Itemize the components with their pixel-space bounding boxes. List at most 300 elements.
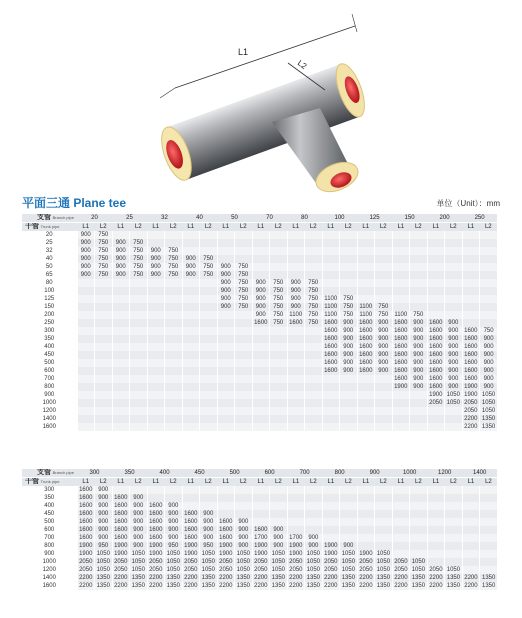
trunk-label: 干管 <box>25 223 39 230</box>
table-cell <box>182 247 200 255</box>
table-cell: 1900 <box>357 550 375 558</box>
table-cell <box>270 375 288 383</box>
table-cell <box>375 239 393 247</box>
table-cell <box>147 407 165 415</box>
table-cell: 900 <box>77 255 95 263</box>
table-cell: 2200 <box>112 574 130 582</box>
table-cell: 1600 <box>252 526 270 534</box>
table-cell <box>357 383 375 391</box>
table-cell: 2050 <box>357 558 375 566</box>
table-cell <box>305 494 323 502</box>
trunk-size: 1400 <box>22 574 77 582</box>
table-cell <box>252 359 270 367</box>
table-cell <box>340 526 358 534</box>
table-cell <box>445 550 463 558</box>
table-cell: 2050 <box>322 566 340 574</box>
table-cell <box>235 255 253 263</box>
table-cell <box>165 415 183 423</box>
table-cell: 2200 <box>252 574 270 582</box>
table-cell: 1600 <box>392 359 410 367</box>
table-cell: 2050 <box>112 566 130 574</box>
table-cell <box>392 231 410 239</box>
table-row <box>22 383 497 391</box>
table-cell: 900 <box>480 383 498 391</box>
table-cell <box>462 303 480 311</box>
table-cell <box>340 502 358 510</box>
table-cell <box>165 239 183 247</box>
table-cell: 750 <box>130 247 148 255</box>
table-cell <box>130 279 148 287</box>
table-cell <box>95 335 113 343</box>
table-row <box>22 399 497 407</box>
table-cell <box>95 407 113 415</box>
table-cell <box>305 327 323 335</box>
l2-header: L2 <box>480 478 498 487</box>
table-cell: 1900 <box>392 383 410 391</box>
table-cell: 1900 <box>322 550 340 558</box>
table-cell: 1350 <box>95 582 113 590</box>
branch-size-header: 250 <box>462 214 497 223</box>
table-cell <box>287 510 305 518</box>
table-cell: 1050 <box>165 550 183 558</box>
table-cell: 900 <box>217 295 235 303</box>
table-cell <box>235 415 253 423</box>
table-cell <box>287 391 305 399</box>
table-cell <box>165 327 183 335</box>
table-cell <box>252 383 270 391</box>
table-cell <box>182 359 200 367</box>
table-cell <box>200 486 218 494</box>
l1-header: L1 <box>427 223 445 232</box>
table-cell: 1350 <box>235 574 253 582</box>
table-cell <box>95 423 113 431</box>
table-cell <box>200 351 218 359</box>
table-cell: 1600 <box>182 510 200 518</box>
table-cell <box>462 247 480 255</box>
table-cell: 1900 <box>287 542 305 550</box>
table-cell <box>235 311 253 319</box>
table-cell: 2200 <box>147 574 165 582</box>
table-cell <box>410 391 428 399</box>
table-cell: 1050 <box>130 558 148 566</box>
section-heading <box>22 194 500 212</box>
table-cell <box>77 319 95 327</box>
table-cell <box>200 502 218 510</box>
table-cell: 900 <box>112 271 130 279</box>
table-cell <box>217 494 235 502</box>
table-cell <box>427 287 445 295</box>
trunk-size: 80 <box>22 279 77 287</box>
table-cell: 1900 <box>427 391 445 399</box>
table-cell: 900 <box>480 367 498 375</box>
table-cell: 1600 <box>357 327 375 335</box>
table-cell <box>410 287 428 295</box>
table-cell: 1050 <box>270 566 288 574</box>
table-cell: 900 <box>445 351 463 359</box>
table-cell <box>147 279 165 287</box>
l2-header: L2 <box>130 223 148 232</box>
table-cell <box>252 415 270 423</box>
table-cell <box>77 327 95 335</box>
table-cell <box>462 311 480 319</box>
table-cell <box>182 494 200 502</box>
table-cell <box>200 295 218 303</box>
trunk-size: 32 <box>22 247 77 255</box>
table-cell <box>305 359 323 367</box>
trunk-size: 500 <box>22 518 77 526</box>
table-cell: 1100 <box>392 311 410 319</box>
table-row <box>22 518 497 526</box>
table-cell <box>357 375 375 383</box>
table-cell <box>305 375 323 383</box>
table-cell <box>95 375 113 383</box>
table-cell: 1600 <box>392 375 410 383</box>
table-cell: 1050 <box>130 566 148 574</box>
table-cell <box>375 287 393 295</box>
table-cell <box>130 486 148 494</box>
l1-header: L1 <box>287 478 305 487</box>
table-cell <box>410 279 428 287</box>
table-cell <box>235 407 253 415</box>
table-cell <box>252 327 270 335</box>
l2-header: L2 <box>235 223 253 232</box>
table-cell <box>357 295 375 303</box>
branch-size-header: 450 <box>182 469 217 478</box>
table-row <box>22 558 497 566</box>
table-cell <box>322 399 340 407</box>
table-cell: 1900 <box>462 383 480 391</box>
table-cell: 750 <box>340 295 358 303</box>
table-cell <box>322 494 340 502</box>
table-cell <box>340 510 358 518</box>
table-cell <box>392 391 410 399</box>
table-cell <box>445 239 463 247</box>
table-cell <box>392 279 410 287</box>
table-cell: 900 <box>165 534 183 542</box>
table-cell: 1350 <box>480 415 498 423</box>
table-cell <box>77 399 95 407</box>
table-cell: 1350 <box>165 582 183 590</box>
table-cell: 900 <box>130 518 148 526</box>
table-cell <box>410 399 428 407</box>
table-row <box>22 582 497 590</box>
table-cell: 900 <box>410 367 428 375</box>
table-cell: 1050 <box>480 407 498 415</box>
table-cell: 1600 <box>357 335 375 343</box>
trunk-label: 干管 <box>25 478 39 485</box>
table-cell <box>182 423 200 431</box>
table-cell: 1600 <box>182 534 200 542</box>
table-cell: 900 <box>445 335 463 343</box>
table-cell <box>410 423 428 431</box>
table-cell <box>147 319 165 327</box>
table-cell <box>322 502 340 510</box>
table-cell: 1050 <box>165 566 183 574</box>
table-cell: 2050 <box>147 558 165 566</box>
table-cell <box>165 351 183 359</box>
table-cell: 750 <box>270 319 288 327</box>
table-cell <box>130 295 148 303</box>
table-cell <box>112 415 130 423</box>
l2-header: L2 <box>410 223 428 232</box>
table-cell <box>287 502 305 510</box>
table-cell: 1350 <box>480 582 498 590</box>
table-cell <box>427 502 445 510</box>
table-cell <box>147 343 165 351</box>
l2-header: L2 <box>480 223 498 232</box>
table-cell: 900 <box>445 359 463 367</box>
trunk-label-cell <box>22 478 77 487</box>
table-cell: 1050 <box>375 550 393 558</box>
table-cell <box>322 247 340 255</box>
l2-header: L2 <box>95 478 113 487</box>
table-cell: 1600 <box>182 526 200 534</box>
table-cell: 1050 <box>340 558 358 566</box>
table-cell <box>392 518 410 526</box>
table-cell: 1050 <box>270 558 288 566</box>
table-cell <box>287 486 305 494</box>
table-cell <box>147 303 165 311</box>
table-cell: 900 <box>287 279 305 287</box>
table-cell <box>340 518 358 526</box>
table-cell <box>427 423 445 431</box>
table-cell: 1600 <box>427 367 445 375</box>
table-row <box>22 375 497 383</box>
table-cell: 2200 <box>77 582 95 590</box>
branch-size-header: 1200 <box>427 469 462 478</box>
table-cell <box>287 343 305 351</box>
table-cell <box>270 510 288 518</box>
table-cell: 900 <box>480 351 498 359</box>
table-cell <box>305 415 323 423</box>
table-cell <box>270 343 288 351</box>
table-cell <box>252 351 270 359</box>
table-cell <box>112 327 130 335</box>
table-cell <box>392 502 410 510</box>
table-cell <box>445 423 463 431</box>
table-cell: 1600 <box>427 327 445 335</box>
table-cell: 1350 <box>410 582 428 590</box>
table-cell <box>235 383 253 391</box>
table-cell <box>147 327 165 335</box>
table-cell <box>375 510 393 518</box>
table-cell <box>375 423 393 431</box>
table-cell <box>95 383 113 391</box>
table-cell: 750 <box>235 287 253 295</box>
table-cell <box>410 550 428 558</box>
table-cell <box>357 518 375 526</box>
table-cell <box>375 263 393 271</box>
table-cell: 1600 <box>322 367 340 375</box>
table-cell <box>287 335 305 343</box>
table-cell <box>357 407 375 415</box>
table-cell <box>182 311 200 319</box>
table-cell <box>375 542 393 550</box>
table-cell <box>112 367 130 375</box>
table-cell: 1600 <box>112 526 130 534</box>
table-cell <box>392 415 410 423</box>
table-cell <box>410 239 428 247</box>
table-cell <box>252 263 270 271</box>
table-cell <box>147 311 165 319</box>
trunk-size: 800 <box>22 383 77 391</box>
table-cell: 1600 <box>322 343 340 351</box>
table-cell <box>130 359 148 367</box>
table-cell <box>270 335 288 343</box>
table-cell <box>340 255 358 263</box>
header-row-l1-l2 <box>22 223 497 232</box>
table-cell: 750 <box>375 311 393 319</box>
table-cell <box>182 327 200 335</box>
table-cell: 1600 <box>392 319 410 327</box>
table-cell: 900 <box>252 287 270 295</box>
table-cell: 1600 <box>427 383 445 391</box>
table-cell <box>357 279 375 287</box>
table-cell <box>480 518 498 526</box>
table-cell <box>200 391 218 399</box>
table-cell <box>392 486 410 494</box>
table-cell: 1050 <box>305 558 323 566</box>
branch-size-header: 600 <box>252 469 287 478</box>
table-cell <box>95 367 113 375</box>
table-cell: 900 <box>287 303 305 311</box>
table-cell <box>217 343 235 351</box>
table-cell: 900 <box>480 335 498 343</box>
l2-header: L2 <box>340 478 358 487</box>
branch-size-header: 70 <box>252 214 287 223</box>
table-cell: 1900 <box>112 542 130 550</box>
table-cell: 2200 <box>357 582 375 590</box>
table-cell <box>200 407 218 415</box>
table-cell: 750 <box>305 279 323 287</box>
table-cell: 950 <box>200 542 218 550</box>
table-cell <box>217 375 235 383</box>
table-cell: 900 <box>95 502 113 510</box>
table-cell <box>165 375 183 383</box>
table-cell <box>217 351 235 359</box>
header-row-l1-l2 <box>22 478 497 487</box>
table-cell <box>112 351 130 359</box>
table-cell: 1100 <box>322 303 340 311</box>
table-cell <box>165 319 183 327</box>
table-cell <box>427 407 445 415</box>
table-cell: 1600 <box>322 359 340 367</box>
table-row <box>22 502 497 510</box>
table-cell <box>200 311 218 319</box>
table-cell: 900 <box>340 335 358 343</box>
table-cell: 900 <box>340 367 358 375</box>
table-cell <box>252 494 270 502</box>
table-cell: 1050 <box>375 558 393 566</box>
table-cell <box>287 383 305 391</box>
table-cell <box>305 391 323 399</box>
table-cell: 750 <box>235 263 253 271</box>
table-cell: 1700 <box>287 534 305 542</box>
table-cell <box>287 327 305 335</box>
table-cell <box>305 526 323 534</box>
table-cell: 900 <box>147 271 165 279</box>
table-cell <box>322 518 340 526</box>
table-cell <box>112 319 130 327</box>
table-row <box>22 550 497 558</box>
table-cell <box>217 319 235 327</box>
table-cell <box>427 279 445 287</box>
table-cell: 1350 <box>375 574 393 582</box>
table-cell: 900 <box>77 247 95 255</box>
table-cell <box>147 415 165 423</box>
table-cell: 1600 <box>77 494 95 502</box>
trunk-size: 200 <box>22 311 77 319</box>
table-cell <box>392 534 410 542</box>
l2-header: L2 <box>445 478 463 487</box>
table-cell: 1600 <box>357 359 375 367</box>
table-cell <box>235 375 253 383</box>
table-cell: 900 <box>95 526 113 534</box>
table-cell <box>200 343 218 351</box>
table-cell <box>217 359 235 367</box>
branch-size-header: 900 <box>357 469 392 478</box>
table-cell <box>445 486 463 494</box>
table-cell <box>235 510 253 518</box>
table-cell <box>340 423 358 431</box>
table-cell <box>375 502 393 510</box>
table-cell: 900 <box>340 359 358 367</box>
table-cell <box>480 534 498 542</box>
table-cell: 1350 <box>445 574 463 582</box>
table-cell <box>182 231 200 239</box>
table-cell <box>112 407 130 415</box>
l1-header: L1 <box>252 223 270 232</box>
table-cell <box>462 534 480 542</box>
table-cell <box>427 303 445 311</box>
table-cell: 900 <box>165 518 183 526</box>
table-cell <box>375 391 393 399</box>
table-cell: 1050 <box>200 558 218 566</box>
table-cell: 900 <box>112 247 130 255</box>
table-cell <box>357 510 375 518</box>
branch-size-header: 1400 <box>462 469 497 478</box>
trunk-size: 450 <box>22 510 77 518</box>
table-cell: 2200 <box>462 423 480 431</box>
table-cell <box>130 383 148 391</box>
table-cell: 1350 <box>95 574 113 582</box>
l1-header: L1 <box>147 478 165 487</box>
table-cell <box>445 494 463 502</box>
table-cell: 900 <box>410 343 428 351</box>
table-cell: 2200 <box>77 574 95 582</box>
table-cell: 750 <box>305 303 323 311</box>
table-cell: 1600 <box>112 510 130 518</box>
table-cell: 900 <box>375 367 393 375</box>
table-row <box>22 542 497 550</box>
l2-header: L2 <box>200 478 218 487</box>
table-cell: 750 <box>270 311 288 319</box>
table-cell: 900 <box>252 303 270 311</box>
table-cell <box>147 287 165 295</box>
table-cell <box>445 510 463 518</box>
table-cell: 900 <box>375 351 393 359</box>
table-cell: 1350 <box>270 582 288 590</box>
table-cell <box>95 287 113 295</box>
table-cell <box>340 391 358 399</box>
l1-header: L1 <box>392 478 410 487</box>
table-cell: 2050 <box>287 566 305 574</box>
table-cell: 900 <box>112 239 130 247</box>
table-cell: 1600 <box>77 534 95 542</box>
trunk-size: 20 <box>22 231 77 239</box>
table-cell: 900 <box>445 319 463 327</box>
table-cell <box>305 367 323 375</box>
